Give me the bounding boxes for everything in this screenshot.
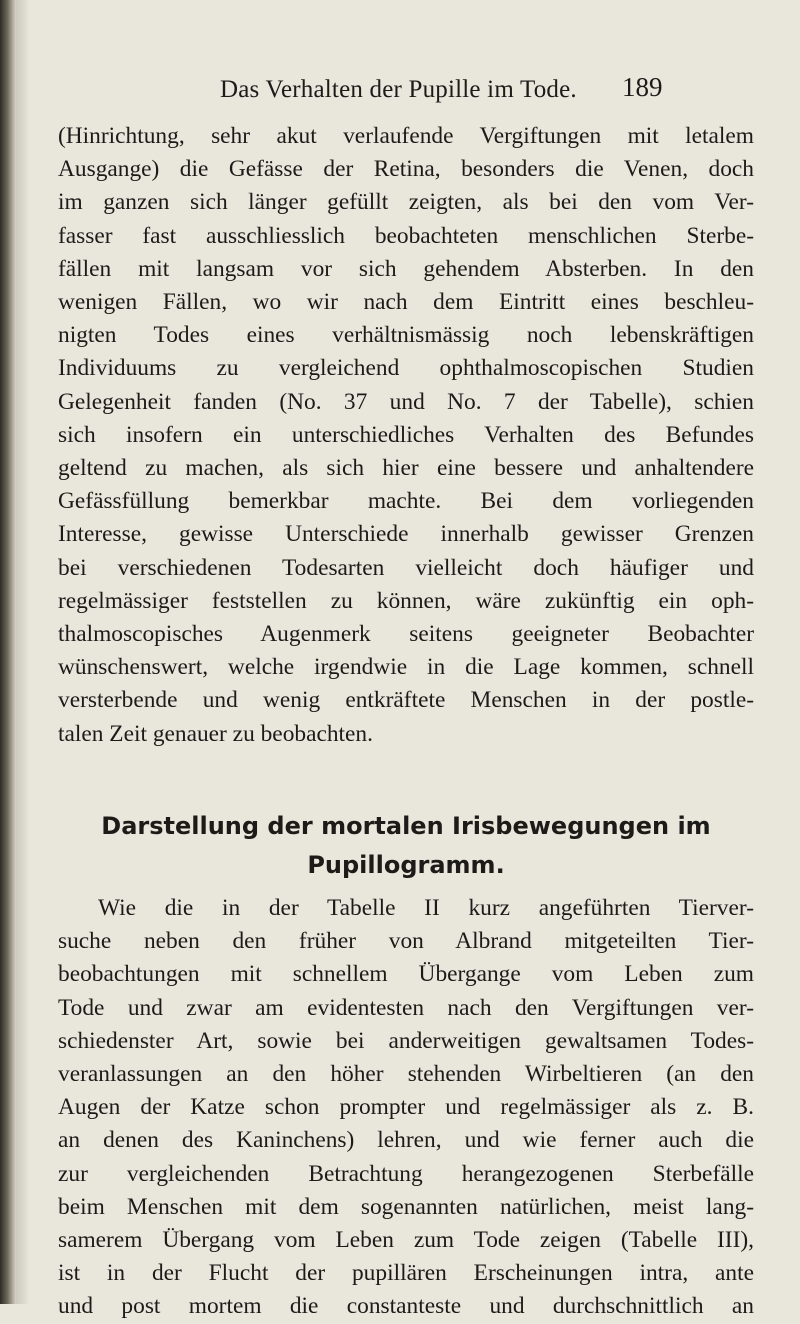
text-line: zur vergleichenden Betrachtung herangezogenen Sterbefälle bbox=[58, 1160, 754, 1187]
text-line: Augen der Katze schon prompter und regelmässiger als z. B. bbox=[58, 1094, 754, 1121]
text-line: beim Menschen mit dem sogenannten natürlichen, meist lang- bbox=[58, 1193, 754, 1220]
text-line: Tode und zwar am evidentesten nach den Vergiftungen ver- bbox=[58, 994, 754, 1021]
text-line: wünschenswert, welche irgendwie in die Lage kommen, schnell bbox=[58, 654, 754, 681]
text-line: fällen mit langsam vor sich gehendem Absterben. In den bbox=[58, 255, 754, 282]
text-line: Gefässfüllung bemerkbar machte. Bei dem vorliegenden bbox=[58, 488, 754, 515]
text-line: beobachtungen mit schnellem Übergange vom Leben zum bbox=[58, 961, 754, 988]
text-line: fasser fast ausschliesslich beobachteten menschlichen Sterbe- bbox=[58, 222, 754, 249]
text-line: geltend zu machen, als sich hier eine bessere und anhaltendere bbox=[58, 455, 754, 482]
text-line: talen Zeit genauer zu beobachten. bbox=[58, 720, 373, 747]
paragraph-2 bbox=[58, 892, 754, 1324]
text-line: (Hinrichtung, sehr akut verlaufende Vergiftungen mit letalem bbox=[58, 123, 754, 149]
running-title: Das Verhalten der Pupille im Tode. bbox=[220, 76, 577, 103]
page-number: 189 bbox=[622, 72, 663, 102]
text-line: suche neben den früher von Albrand mitgeteilten Tier- bbox=[58, 928, 754, 955]
book-binding-shadow bbox=[0, 0, 16, 1304]
text-line: versterbende und wenig entkräftete Menschen in der postle- bbox=[58, 687, 754, 714]
text-line: nigten Todes eines verhältnismässig noch lebenskräftigen bbox=[58, 322, 754, 349]
text-line: ist in der Flucht der pupillären Erscheinungen intra, ante bbox=[58, 1260, 754, 1287]
text-line: schiedenster Art, sowie bei anderweitigen gewaltsamen Todes- bbox=[58, 1027, 754, 1054]
paragraph-1 bbox=[58, 120, 754, 751]
text-line: thalmoscopisches Augenmerk seitens geeigneter Beobachter bbox=[58, 621, 754, 648]
text-line: bei verschiedenen Todesarten vielleicht doch häufiger und bbox=[58, 554, 754, 581]
text-line: Interesse, gewisse Unterschiede innerhalb gewisser Grenzen bbox=[58, 521, 754, 548]
text-line: im ganzen sich länger gefüllt zeigten, als bei den vom Ver- bbox=[58, 189, 754, 216]
text-line: samerem Übergang vom Leben zum Tode zeigen (Tabelle III), bbox=[58, 1227, 754, 1254]
text-line: Ausgange) die Gefässe der Retina, besonders die Venen, doch bbox=[58, 156, 754, 183]
gutter-shadow bbox=[16, 0, 30, 1304]
text-line: regelmässiger feststellen zu können, wäre zukünftig ein oph- bbox=[58, 587, 754, 614]
text-line: veranlassungen an den höher stehenden Wirbeltieren (an den bbox=[58, 1061, 754, 1088]
section-heading-line-1: Darstellung der mortalen Irisbewegungen im bbox=[101, 812, 711, 840]
text-line: Gelegenheit fanden (No. 37 und No. 7 der Tabelle), schien bbox=[58, 388, 754, 415]
text-line: wenigen Fällen, wo wir nach dem Eintritt eines beschleu- bbox=[58, 289, 754, 316]
text-line: Wie die in der Tabelle II kurz angeführten Tierver- bbox=[98, 895, 754, 921]
text-line: an denen des Kaninchens) lehren, und wie ferner auch die bbox=[58, 1127, 754, 1154]
text-line: sich insofern ein unterschiedliches Verhalten des Befundes bbox=[58, 421, 754, 448]
text-line: und post mortem die constanteste und durchschnittlich an bbox=[58, 1293, 754, 1320]
page-header bbox=[0, 72, 800, 112]
section-heading-line-2: Pupillogramm. bbox=[307, 851, 505, 879]
text-line: Individuums zu vergleichend ophthalmoscopischen Studien bbox=[58, 355, 754, 382]
